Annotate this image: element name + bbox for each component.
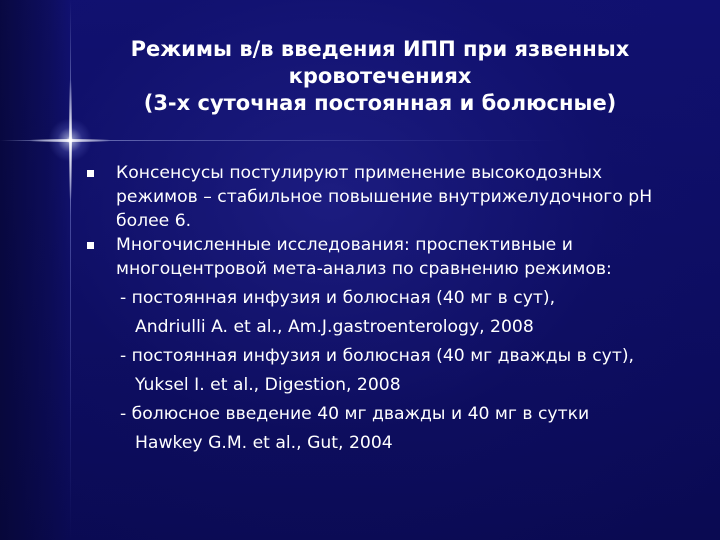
bullet-1-line-2: режимов – стабильное повышение внутрижелудочного pH <box>116 187 653 207</box>
bullet-item-studies <box>84 233 694 281</box>
left-shade-band <box>0 0 70 540</box>
title-line-3: (3-х суточная постоянная и болюсные) <box>143 91 617 115</box>
bullet-1-line-1: Консенсусы постулируют применение высокодозных <box>116 163 603 183</box>
bullet-1-line-3: более 6. <box>116 211 192 231</box>
bullet-item-consensus <box>84 161 694 233</box>
slide-title <box>100 36 660 117</box>
light-cross-horizontal-flare <box>30 139 110 142</box>
sub-item-1-citation: Andriulli A. et al., Am.J.gastroenterology, 2008 <box>135 317 534 337</box>
sub-item-2-text: - постоянная инфузия и болюсная (40 мг дважды в сут), <box>120 346 634 366</box>
bullet-text <box>116 233 694 281</box>
sub-item-1-text: - постоянная инфузия и болюсная (40 мг в сут), <box>120 288 556 308</box>
square-bullet-icon <box>87 242 94 249</box>
sub-item-3-citation: Hawkey G.M. et al., Gut, 2004 <box>135 433 393 453</box>
title-line-2: кровотечениях <box>288 64 472 88</box>
slide-body <box>84 161 694 455</box>
bullet-2-line-1: Многочисленные исследования: проспективные и <box>116 235 573 255</box>
square-bullet-icon <box>87 170 94 177</box>
sub-item-3-text: - болюсное введение 40 мг дважды и 40 мг в сутки <box>120 404 590 424</box>
bullet-2-line-2: многоцентровой мета-анализ по сравнению режимов: <box>116 259 612 279</box>
bullet-text <box>116 161 694 233</box>
title-line-1: Режимы в/в введения ИПП при язвенных <box>130 37 630 61</box>
sub-item-2-citation: Yuksel I. et al., Digestion, 2008 <box>135 375 401 395</box>
